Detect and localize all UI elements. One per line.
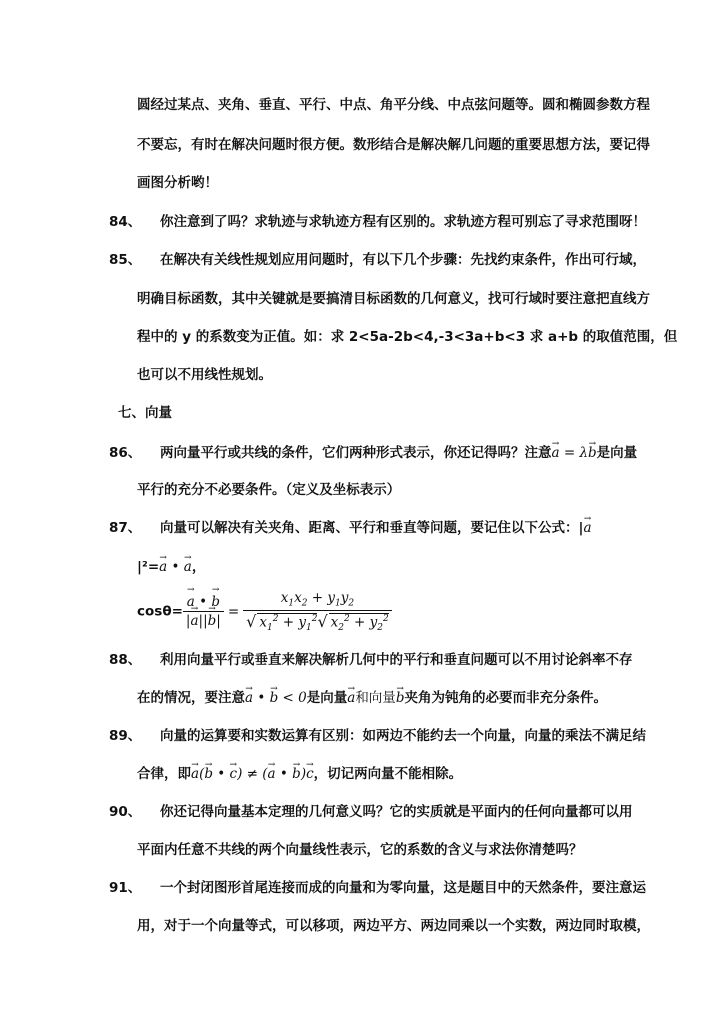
numerator: $x_1x_2 + y_1y_2$ bbox=[243, 590, 392, 611]
math-expr: < 0 bbox=[278, 690, 307, 706]
text-line bbox=[137, 764, 462, 784]
text-span: 夹角为钝角的必要而非充分条件。 bbox=[404, 690, 607, 706]
text-line: 在解决有关线性规划应用问题时，有以下几个步骤：先找约束条件，作出可行域， bbox=[160, 252, 646, 268]
text-line bbox=[137, 557, 205, 577]
text-line: 你还记得向量基本定理的几何意义吗？它的实质就是平面内的任何向量都可以用 bbox=[160, 804, 633, 820]
equals-sign: = bbox=[227, 603, 240, 620]
text-span: 是向量 bbox=[596, 445, 638, 461]
vector-a: → a bbox=[159, 557, 167, 577]
text-line: 明确目标函数，其中关键就是要搞清目标函数的几何意义，找可行域时要注意把直线方 bbox=[137, 291, 650, 307]
fraction-vector bbox=[183, 594, 224, 629]
text-line: 平行的充分不必要条件。（定义及坐标表示） bbox=[137, 482, 401, 498]
vector-b: → b bbox=[588, 443, 597, 463]
text-line: 不要忘，有时在解决问题时很方便。数形结合是解决解几问题的重要思想方法，要记得 bbox=[137, 137, 650, 153]
text-line: 画图分析哟！ bbox=[137, 175, 218, 191]
text-span: |²= bbox=[137, 559, 160, 575]
cos-formula bbox=[137, 590, 392, 633]
denominator: √ $x_1^2 + y_1^2√$ $x_2^2 + y_2^2$ bbox=[243, 611, 392, 634]
text-span: 向量可以解决有关夹角、距离、平行和垂直等问题，要记住以下公式：| bbox=[160, 520, 584, 536]
item-number: 89、 bbox=[109, 728, 142, 744]
vector-a: → a bbox=[191, 764, 199, 784]
text-span: 两向量平行或共线的条件，它们两种形式表示，你还记得吗？注意 bbox=[160, 445, 552, 461]
vector-a: → a bbox=[184, 557, 192, 577]
text-line bbox=[137, 688, 607, 708]
item-number: 90、 bbox=[109, 804, 142, 820]
text-span: 在的情况，要注意 bbox=[137, 690, 245, 706]
vector-b: → b bbox=[204, 764, 213, 784]
math-expr: • bbox=[167, 559, 184, 575]
vector-a: → a bbox=[583, 518, 591, 538]
vector-c: → c bbox=[306, 764, 314, 784]
vector-c: → c bbox=[230, 764, 238, 784]
item-number: 91、 bbox=[109, 880, 142, 896]
vector-a: → a bbox=[552, 443, 560, 463]
vector-a: → a bbox=[245, 688, 253, 708]
item-number: 87、 bbox=[109, 520, 142, 536]
text-line: 向量的运算要和实数运算有区别：如两边不能约去一个向量，向量的乘法不满足结 bbox=[160, 728, 646, 744]
section-heading: 七、向量 bbox=[118, 405, 172, 421]
item-number: 84、 bbox=[109, 214, 142, 230]
vector-b: → b bbox=[396, 688, 405, 708]
text-line: 程中的 y 的系数变为正值。如：求 2<5a-2b<4,-3<3a+b<3 求 a+b 的取值范围，但 bbox=[137, 329, 678, 345]
math-expr: = λ bbox=[559, 445, 589, 461]
text-span: 合律，即 bbox=[137, 766, 191, 782]
vector-a: → a bbox=[268, 764, 276, 784]
text-line: 你注意到了吗？求轨迹与求轨迹方程有区别的。求轨迹方程可别忘了寻求范围呀！ bbox=[160, 214, 646, 230]
math-expr: • bbox=[213, 766, 230, 782]
cos-label: cosθ= bbox=[137, 603, 183, 620]
math-expr: ( bbox=[199, 766, 205, 782]
numerator: → a • → b bbox=[183, 594, 224, 612]
text-line: 用，对于一个向量等式，可以移项，两边平方、两边同乘以一个实数，两边同时取模， bbox=[137, 918, 650, 934]
vector-b: → b bbox=[270, 688, 279, 708]
math-expr: ) bbox=[300, 766, 307, 782]
math-expr: • bbox=[275, 766, 293, 782]
item-number: 86、 bbox=[109, 445, 142, 461]
text-line bbox=[160, 443, 637, 463]
fraction-coordinate bbox=[243, 590, 392, 633]
text-line: 利用向量平行或垂直来解决解析几何中的平行和垂直问题可以不用讨论斜率不存 bbox=[160, 652, 633, 668]
vector-a: → a bbox=[347, 688, 355, 708]
text-line: 平面内任意不共线的两个向量线性表示，它的系数的含义与求法你清楚吗？ bbox=[137, 842, 583, 858]
text-span: ， bbox=[191, 559, 206, 575]
math-expr: ) ≠ ( bbox=[237, 766, 268, 782]
item-number: 88、 bbox=[109, 652, 142, 668]
math-expr: • bbox=[253, 690, 270, 706]
vector-b: → b bbox=[292, 764, 301, 784]
denominator: |→ a||→ b| bbox=[183, 612, 224, 629]
text-line: 一个封闭图形首尾连接而成的向量和为零向量，这是题目中的天然条件，要注意运 bbox=[160, 880, 646, 896]
item-number: 85、 bbox=[109, 252, 142, 268]
text-span: ，切记两向量不能相除。 bbox=[313, 766, 463, 782]
text-line: 也可以不用线性规划。 bbox=[137, 367, 272, 383]
text-span: 是向量 bbox=[306, 690, 348, 706]
text-span: 和向量 bbox=[355, 690, 396, 706]
text-line bbox=[160, 518, 592, 538]
text-line: 圆经过某点、夹角、垂直、平行、中点、角平分线、中点弦问题等。圆和椭圆参数方程 bbox=[137, 97, 650, 113]
